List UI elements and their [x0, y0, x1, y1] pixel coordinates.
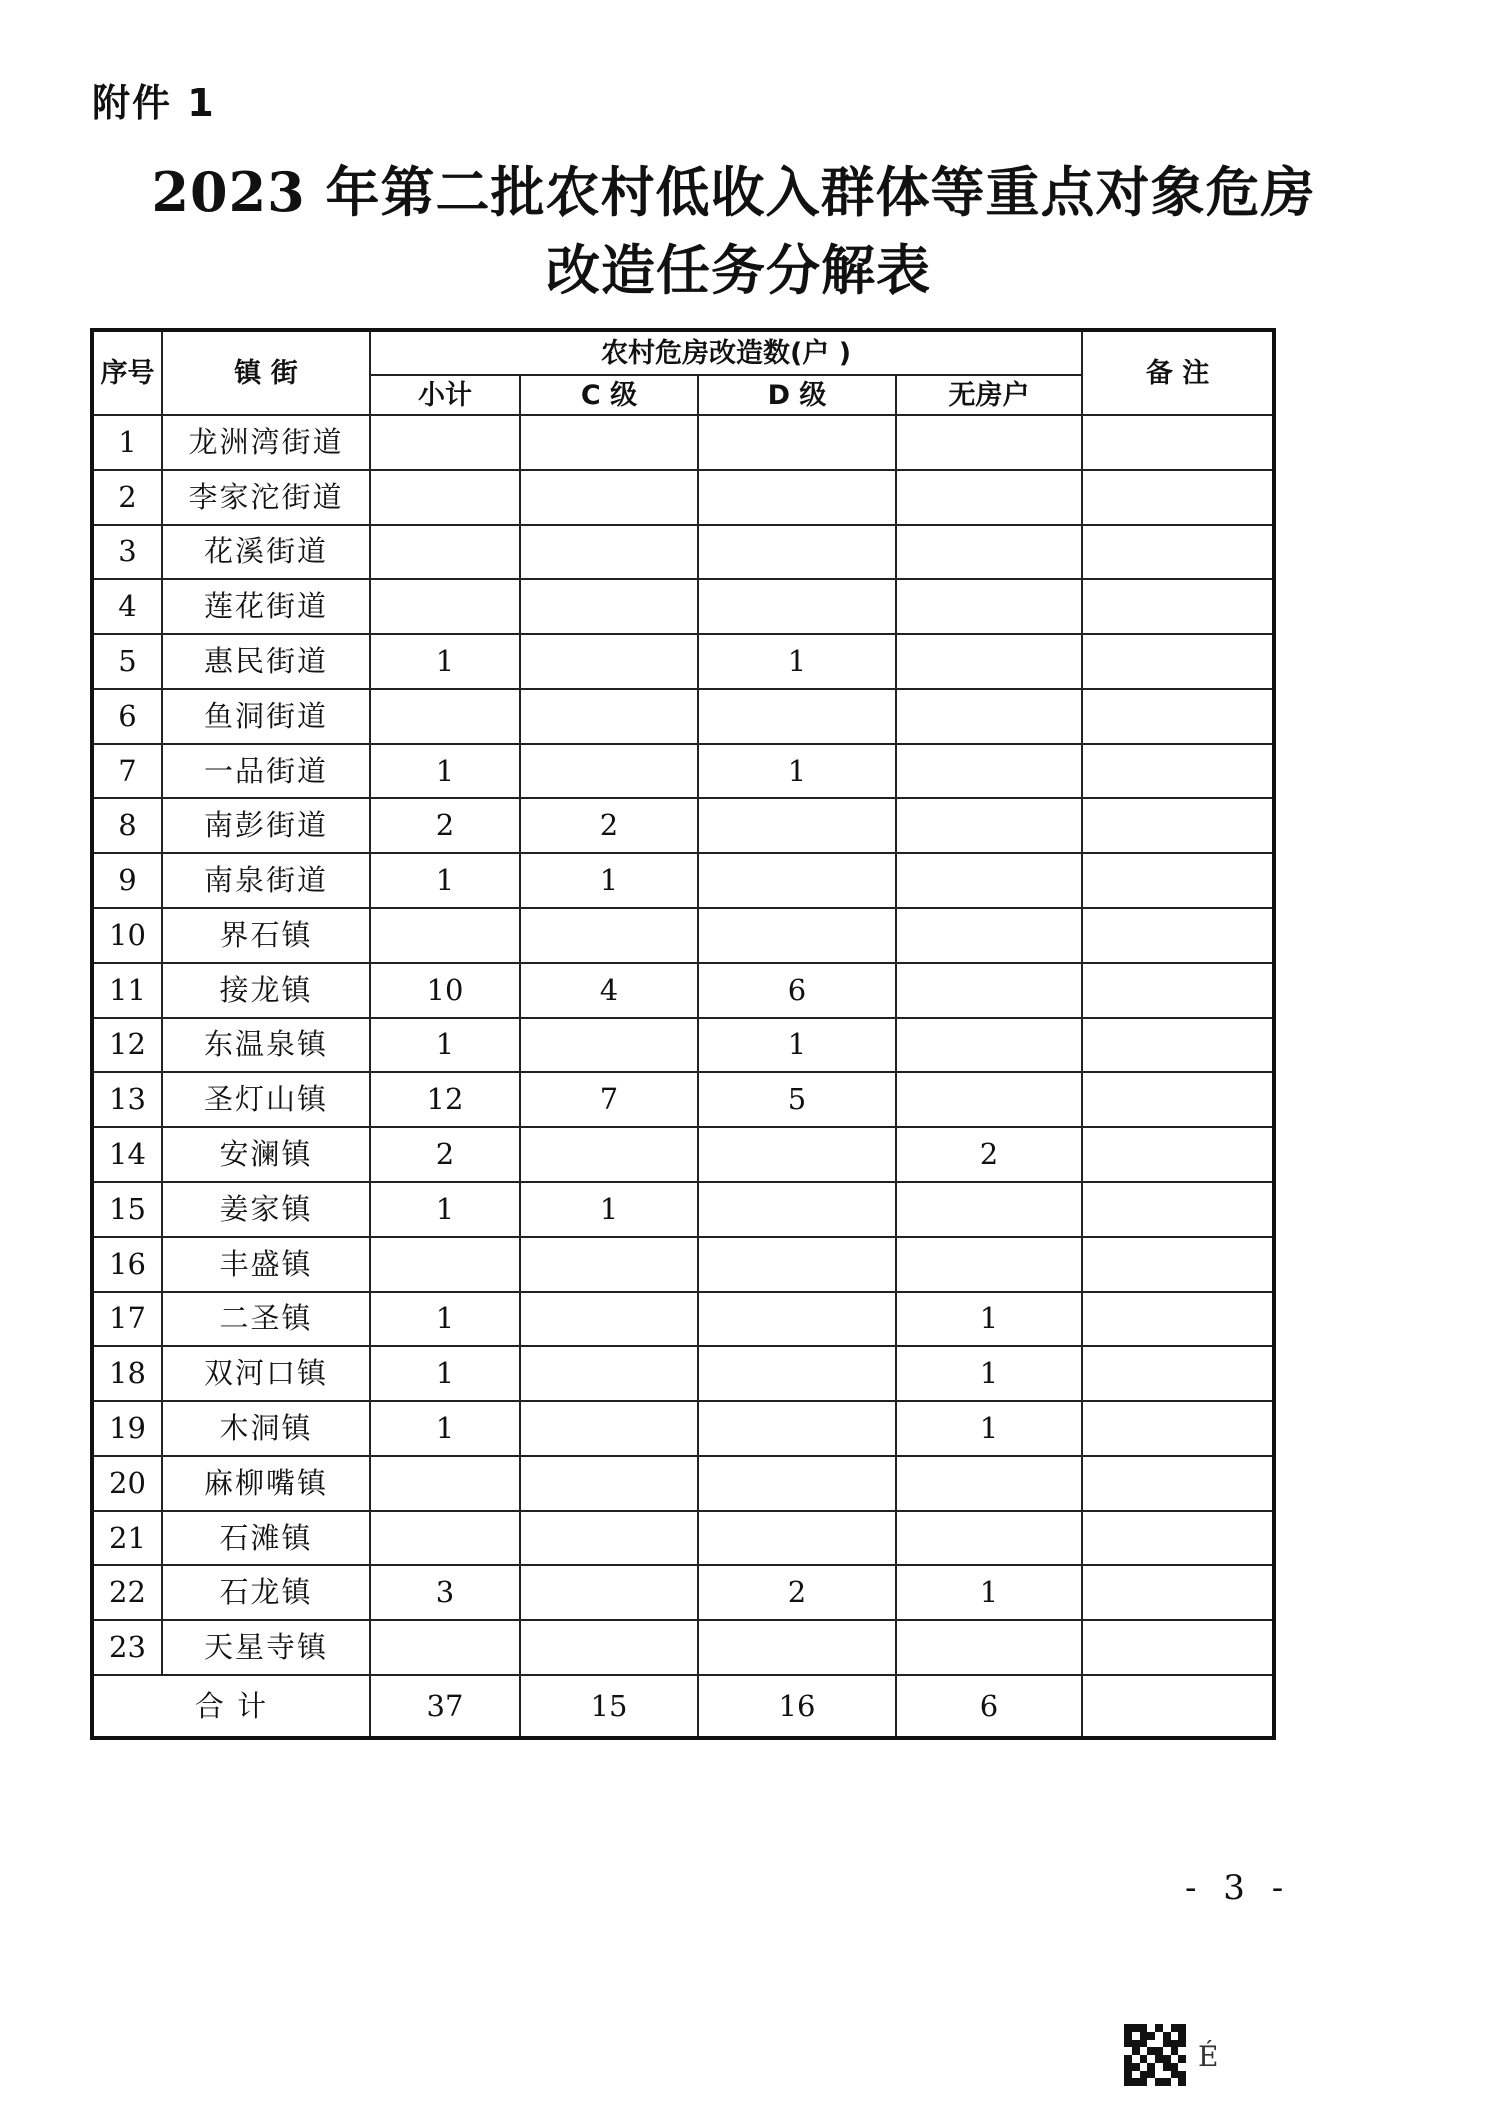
row-index: 6: [92, 689, 162, 744]
row-d-level: [698, 1182, 896, 1237]
row-subtotal: 12: [370, 1072, 520, 1127]
row-subtotal: [370, 579, 520, 634]
row-town-name: 接龙镇: [162, 963, 370, 1018]
header-town: 镇 街: [162, 330, 370, 415]
row-index: 23: [92, 1620, 162, 1675]
row-remark: [1082, 1292, 1274, 1347]
row-no-house: [896, 853, 1082, 908]
total-label: 合 计: [92, 1675, 370, 1738]
table-row: [92, 1565, 1274, 1620]
row-no-house: 1: [896, 1565, 1082, 1620]
header-remark: 备 注: [1082, 330, 1274, 415]
row-c-level: [520, 1237, 698, 1292]
row-remark: [1082, 1072, 1274, 1127]
row-d-level: 5: [698, 1072, 896, 1127]
row-c-level: 2: [520, 798, 698, 853]
row-index: 3: [92, 525, 162, 580]
row-subtotal: 1: [370, 744, 520, 799]
row-d-level: [698, 1127, 896, 1182]
attachment-label: 附件 1: [92, 81, 216, 125]
row-remark: [1082, 1620, 1274, 1675]
row-index: 7: [92, 744, 162, 799]
row-town-name: 二圣镇: [162, 1292, 370, 1347]
row-no-house: [896, 415, 1082, 470]
row-index: 16: [92, 1237, 162, 1292]
row-subtotal: 1: [370, 1292, 520, 1347]
row-subtotal: 1: [370, 1346, 520, 1401]
row-index: 8: [92, 798, 162, 853]
table-row: [92, 1237, 1274, 1292]
table-row: [92, 1346, 1274, 1401]
row-index: 17: [92, 1292, 162, 1347]
row-d-level: [698, 415, 896, 470]
row-c-level: [520, 1565, 698, 1620]
row-index: 21: [92, 1511, 162, 1566]
row-no-house: [896, 579, 1082, 634]
row-index: 2: [92, 470, 162, 525]
row-remark: [1082, 908, 1274, 963]
row-no-house: [896, 634, 1082, 689]
row-c-level: [520, 1127, 698, 1182]
row-c-level: [520, 525, 698, 580]
row-d-level: 1: [698, 634, 896, 689]
row-index: 9: [92, 853, 162, 908]
row-index: 4: [92, 579, 162, 634]
row-no-house: [896, 1620, 1082, 1675]
row-c-level: [520, 1292, 698, 1347]
row-d-level: [698, 853, 896, 908]
row-town-name: 惠民街道: [162, 634, 370, 689]
row-no-house: [896, 1072, 1082, 1127]
row-subtotal: [370, 1237, 520, 1292]
row-town-name: 双河口镇: [162, 1346, 370, 1401]
table-row: [92, 1072, 1274, 1127]
row-town-name: 李家沱街道: [162, 470, 370, 525]
row-no-house: [896, 908, 1082, 963]
total-no-house: 6: [896, 1675, 1082, 1738]
qr-trailing-char: É: [1198, 2040, 1219, 2073]
row-town-name: 姜家镇: [162, 1182, 370, 1237]
row-remark: [1082, 1018, 1274, 1073]
qr-code-icon: [1124, 2024, 1186, 2086]
row-no-house: [896, 798, 1082, 853]
row-remark: [1082, 1511, 1274, 1566]
row-c-level: [520, 689, 698, 744]
row-subtotal: [370, 1620, 520, 1675]
table-row: [92, 1401, 1274, 1456]
row-index: 5: [92, 634, 162, 689]
row-no-house: 2: [896, 1127, 1082, 1182]
row-remark: [1082, 415, 1274, 470]
total-c-level: 15: [520, 1675, 698, 1738]
row-no-house: [896, 525, 1082, 580]
row-subtotal: [370, 689, 520, 744]
table-row: [92, 1182, 1274, 1237]
row-d-level: [698, 579, 896, 634]
row-town-name: 木洞镇: [162, 1401, 370, 1456]
header-subtotal: 小计: [370, 375, 520, 415]
table-row: [92, 525, 1274, 580]
total-subtotal: 37: [370, 1675, 520, 1738]
table-row: [92, 1018, 1274, 1073]
row-c-level: 1: [520, 1182, 698, 1237]
row-index: 19: [92, 1401, 162, 1456]
row-remark: [1082, 1182, 1274, 1237]
row-town-name: 花溪街道: [162, 525, 370, 580]
row-no-house: [896, 963, 1082, 1018]
row-c-level: [520, 634, 698, 689]
row-town-name: 南泉街道: [162, 853, 370, 908]
row-town-name: 麻柳嘴镇: [162, 1456, 370, 1511]
row-subtotal: [370, 470, 520, 525]
row-remark: [1082, 470, 1274, 525]
row-index: 11: [92, 963, 162, 1018]
row-d-level: 2: [698, 1565, 896, 1620]
header-renovation-group: 农村危房改造数(户 ): [370, 330, 1082, 375]
row-town-name: 东温泉镇: [162, 1018, 370, 1073]
task-breakdown-table: [90, 328, 1276, 1740]
row-town-name: 石龙镇: [162, 1565, 370, 1620]
row-remark: [1082, 1456, 1274, 1511]
row-c-level: [520, 415, 698, 470]
row-c-level: [520, 908, 698, 963]
row-index: 18: [92, 1346, 162, 1401]
row-d-level: [698, 470, 896, 525]
row-c-level: [520, 1346, 698, 1401]
row-subtotal: [370, 1511, 520, 1566]
table-row: [92, 415, 1274, 470]
row-d-level: [698, 525, 896, 580]
row-d-level: [698, 1511, 896, 1566]
row-subtotal: [370, 908, 520, 963]
row-no-house: [896, 470, 1082, 525]
row-no-house: [896, 1456, 1082, 1511]
header-no-house: 无房户: [896, 375, 1082, 415]
row-remark: [1082, 1401, 1274, 1456]
row-c-level: 1: [520, 853, 698, 908]
table-row: [92, 1456, 1274, 1511]
row-remark: [1082, 1127, 1274, 1182]
row-no-house: 1: [896, 1346, 1082, 1401]
row-c-level: [520, 744, 698, 799]
row-d-level: 1: [698, 1018, 896, 1073]
row-c-level: [520, 1401, 698, 1456]
row-no-house: 1: [896, 1401, 1082, 1456]
row-index: 22: [92, 1565, 162, 1620]
row-index: 10: [92, 908, 162, 963]
row-c-level: [520, 1620, 698, 1675]
row-c-level: [520, 470, 698, 525]
row-d-level: [698, 1401, 896, 1456]
row-remark: [1082, 579, 1274, 634]
table-row: [92, 1511, 1274, 1566]
header-c-level: C 级: [520, 375, 698, 415]
total-d-level: 16: [698, 1675, 896, 1738]
row-c-level: 7: [520, 1072, 698, 1127]
row-no-house: [896, 1182, 1082, 1237]
row-subtotal: 2: [370, 1127, 520, 1182]
table-row: [92, 853, 1274, 908]
row-subtotal: 1: [370, 1182, 520, 1237]
row-d-level: [698, 1237, 896, 1292]
row-d-level: [698, 908, 896, 963]
row-remark: [1082, 963, 1274, 1018]
row-town-name: 圣灯山镇: [162, 1072, 370, 1127]
row-c-level: [520, 1456, 698, 1511]
page-number: - 3 -: [1185, 1868, 1292, 1908]
row-town-name: 一品街道: [162, 744, 370, 799]
row-town-name: 安澜镇: [162, 1127, 370, 1182]
row-index: 15: [92, 1182, 162, 1237]
table-row: [92, 689, 1274, 744]
row-c-level: [520, 1511, 698, 1566]
row-town-name: 南彭街道: [162, 798, 370, 853]
row-subtotal: [370, 415, 520, 470]
row-town-name: 龙洲湾街道: [162, 415, 370, 470]
row-remark: [1082, 525, 1274, 580]
row-remark: [1082, 744, 1274, 799]
row-remark: [1082, 1565, 1274, 1620]
row-index: 14: [92, 1127, 162, 1182]
total-row: [92, 1675, 1274, 1738]
row-remark: [1082, 689, 1274, 744]
table-row: [92, 1292, 1274, 1347]
row-town-name: 鱼洞街道: [162, 689, 370, 744]
row-index: 20: [92, 1456, 162, 1511]
row-no-house: [896, 689, 1082, 744]
total-remark: [1082, 1675, 1274, 1738]
table-row: [92, 579, 1274, 634]
row-d-level: [698, 1456, 896, 1511]
header-index: 序号: [92, 330, 162, 415]
row-subtotal: 10: [370, 963, 520, 1018]
row-index: 12: [92, 1018, 162, 1073]
row-d-level: [698, 798, 896, 853]
row-subtotal: 1: [370, 1401, 520, 1456]
row-no-house: [896, 1511, 1082, 1566]
row-town-name: 莲花街道: [162, 579, 370, 634]
row-subtotal: 3: [370, 1565, 520, 1620]
table-row: [92, 908, 1274, 963]
row-remark: [1082, 1237, 1274, 1292]
table-row: [92, 1127, 1274, 1182]
table-row: [92, 470, 1274, 525]
row-town-name: 界石镇: [162, 908, 370, 963]
row-remark: [1082, 634, 1274, 689]
row-town-name: 石滩镇: [162, 1511, 370, 1566]
row-d-level: [698, 1346, 896, 1401]
table-row: [92, 744, 1274, 799]
document-title-line-2: 改造任务分解表: [546, 238, 931, 302]
row-no-house: 1: [896, 1292, 1082, 1347]
row-subtotal: 2: [370, 798, 520, 853]
row-remark: [1082, 798, 1274, 853]
row-no-house: [896, 744, 1082, 799]
row-c-level: 4: [520, 963, 698, 1018]
row-d-level: [698, 1620, 896, 1675]
row-subtotal: [370, 525, 520, 580]
row-c-level: [520, 1018, 698, 1073]
header-d-level: D 级: [698, 375, 896, 415]
row-d-level: [698, 689, 896, 744]
row-no-house: [896, 1018, 1082, 1073]
row-subtotal: 1: [370, 634, 520, 689]
row-subtotal: [370, 1456, 520, 1511]
row-remark: [1082, 1346, 1274, 1401]
row-c-level: [520, 579, 698, 634]
row-no-house: [896, 1237, 1082, 1292]
row-index: 13: [92, 1072, 162, 1127]
row-subtotal: 1: [370, 853, 520, 908]
row-d-level: 6: [698, 963, 896, 1018]
row-remark: [1082, 853, 1274, 908]
row-town-name: 丰盛镇: [162, 1237, 370, 1292]
row-index: 1: [92, 415, 162, 470]
table-row: [92, 1620, 1274, 1675]
document-title-line-1: 2023 年第二批农村低收入群体等重点对象危房: [151, 160, 1316, 224]
table-row: [92, 798, 1274, 853]
row-town-name: 天星寺镇: [162, 1620, 370, 1675]
row-subtotal: 1: [370, 1018, 520, 1073]
row-d-level: [698, 1292, 896, 1347]
table-row: [92, 634, 1274, 689]
row-d-level: 1: [698, 744, 896, 799]
table-row: [92, 963, 1274, 1018]
